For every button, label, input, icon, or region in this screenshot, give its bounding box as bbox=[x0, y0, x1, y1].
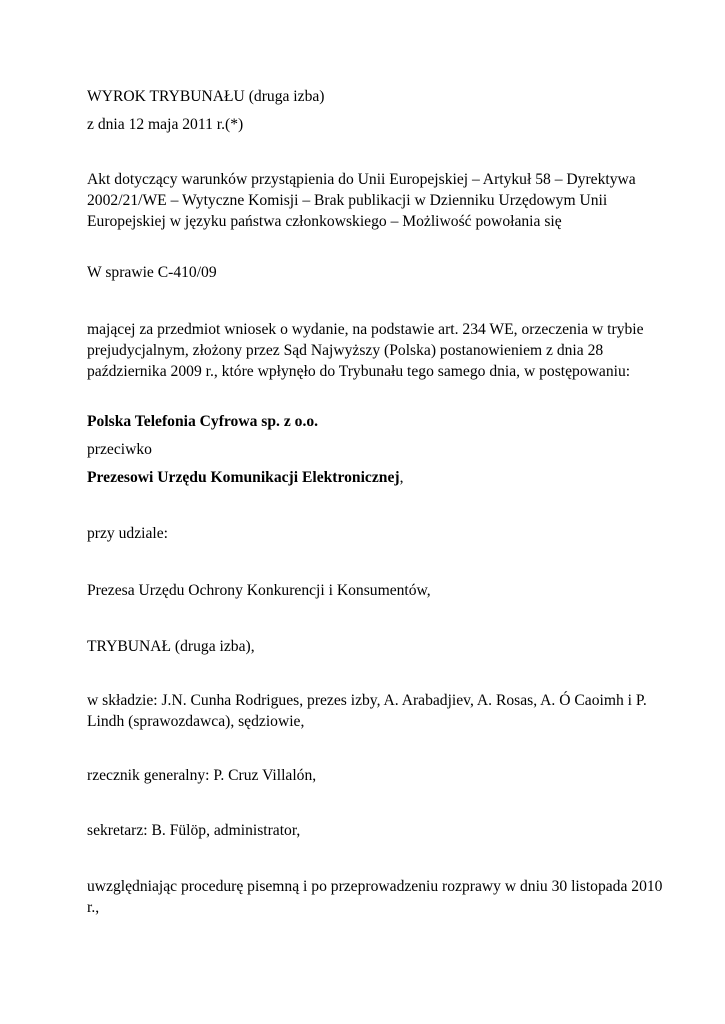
procedure-line: r., bbox=[87, 899, 100, 916]
preamble-line: mającej za przedmiot wniosek o wydanie, na podstawie art. 234 WE, orzeczenia w trybie bbox=[87, 321, 644, 338]
participation-label: przy udziale: bbox=[87, 525, 168, 542]
court-name: TRYBUNAŁ (druga izba), bbox=[87, 638, 255, 655]
party-applicant bbox=[87, 411, 318, 432]
case-number: W sprawie C‑410/09 bbox=[87, 264, 217, 281]
versus-label: przeciwko bbox=[87, 441, 152, 458]
composition-line: w składzie: J.N. Cunha Rodrigues, prezes izby, A. Arabadjiev, A. Rosas, A. Ó Caoimh i P. bbox=[87, 692, 647, 709]
composition-paragraph bbox=[87, 690, 647, 732]
party-applicant-name: Polska Telefonia Cyfrowa sp. z o.o. bbox=[87, 413, 319, 430]
preamble-paragraph bbox=[87, 319, 647, 382]
subject-line: Akt dotyczący warunków przystąpienia do Unii Europejskiej – Artykuł 58 – Dyrektywa bbox=[87, 171, 636, 188]
composition-line: Lindh (sprawozdawca), sędziowie, bbox=[87, 713, 305, 730]
judgment-title: WYROK TRYBUNAŁU (druga izba) bbox=[87, 88, 325, 105]
party-defendant-suffix: , bbox=[399, 469, 404, 486]
registrar: sekretarz: B. Fülöp, administrator, bbox=[87, 822, 301, 839]
advocate-general: rzecznik generalny: P. Cruz Villalón, bbox=[87, 767, 317, 784]
party-defendant-name: Prezesowi Urzędu Komunikacji Elektronicznej bbox=[87, 469, 400, 486]
procedure-paragraph bbox=[87, 876, 663, 918]
participant: Prezesa Urzędu Ochrony Konkurencji i Konsumentów, bbox=[87, 582, 431, 599]
judgment-date: z dnia 12 maja 2011 r.(*) bbox=[87, 116, 244, 133]
procedure-line: uwzględniając procedurę pisemną i po przeprowadzeniu rozprawy w dniu 30 listopada 2010 bbox=[87, 878, 663, 895]
preamble-line: prejudycjalnym, złożony przez Sąd Najwyższy (Polska) postanowieniem z dnia 28 bbox=[87, 342, 604, 359]
party-defendant bbox=[87, 467, 403, 488]
preamble-line: października 2009 r., które wpłynęło do Trybunału tego samego dnia, w postępowaniu: bbox=[87, 363, 631, 380]
subject-line: Europejskiej w języku państwa członkowskiego – Możliwość powołania się bbox=[87, 213, 562, 230]
subject-paragraph bbox=[87, 169, 647, 232]
subject-line: 2002/21/WE – Wytyczne Komisji – Brak publikacji w Dzienniku Urzędowym Unii bbox=[87, 192, 608, 209]
